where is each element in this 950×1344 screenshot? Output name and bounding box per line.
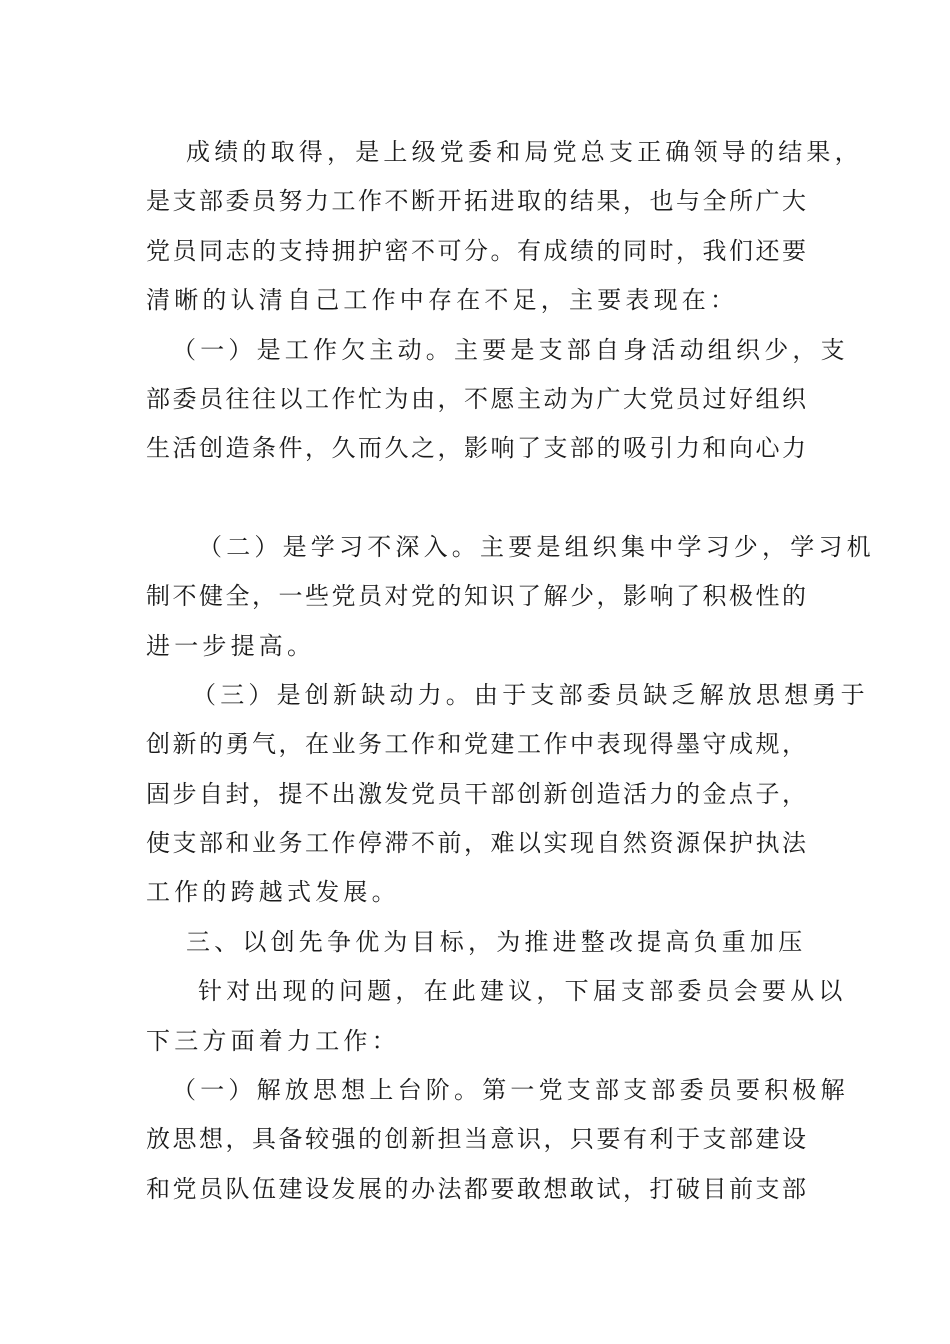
glyph: 勇 [225, 730, 250, 759]
glyph: 员 [437, 779, 462, 808]
glyph: 绩 [570, 236, 594, 265]
glyph: 了 [517, 582, 541, 611]
glyph: 提 [278, 779, 303, 808]
glyph: 党 [649, 384, 674, 413]
glyph: 利 [649, 1125, 674, 1154]
glyph: 难 [490, 829, 515, 858]
glyph: 员 [358, 582, 382, 611]
glyph: 也 [649, 187, 674, 216]
glyph: 组 [755, 384, 780, 413]
glyph: 法 [437, 1174, 462, 1203]
glyph: 拥 [331, 236, 356, 265]
glyph: 党 [172, 1174, 197, 1203]
glyph: 工 [384, 730, 409, 759]
glyph: 封 [225, 779, 250, 808]
glyph: 全 [225, 582, 250, 611]
glyph: 源 [676, 829, 700, 858]
glyph: 思 [172, 1125, 197, 1154]
paragraph-line [146, 1115, 806, 1164]
paragraph-line: 成绩的取得，是上级党委和局党总支正确领导的结果， [186, 138, 863, 166]
glyph: 果 [596, 187, 621, 216]
glyph: 动 [543, 384, 568, 413]
glyph: ， [252, 779, 276, 808]
glyph: 知 [464, 582, 488, 611]
glyph: 往 [225, 384, 250, 413]
glyph: 部 [570, 434, 594, 463]
glyph: 打 [649, 1174, 674, 1203]
glyph: ， [596, 582, 621, 611]
glyph: 广 [755, 187, 780, 216]
glyph: 同 [199, 236, 223, 265]
glyph: 久 [331, 434, 356, 463]
glyph: 强 [331, 1125, 356, 1154]
paragraph-line [146, 375, 806, 424]
glyph: 表 [596, 730, 621, 759]
glyph: 务 [278, 829, 303, 858]
glyph: 员 [676, 384, 700, 413]
glyph: 实 [543, 829, 568, 858]
paragraph-line: 工作的跨越式发展。 [146, 878, 400, 907]
paragraph-line [146, 720, 806, 769]
glyph: 过 [702, 384, 727, 413]
glyph: 气 [252, 730, 276, 759]
glyph: 不 [411, 236, 435, 265]
glyph: 备 [278, 1125, 303, 1154]
section-heading: 三、以创先争优为目标，为推进整改提高负重加压 [186, 927, 807, 956]
glyph: 影 [623, 582, 647, 611]
glyph: ， [676, 236, 700, 265]
paragraph-line [146, 227, 806, 276]
glyph: 的 [596, 434, 621, 463]
glyph: 创 [146, 730, 170, 759]
glyph: 往 [252, 384, 276, 413]
glyph: 作 [411, 730, 435, 759]
glyph: 结 [570, 187, 594, 216]
glyph: 了 [517, 434, 541, 463]
glyph: 些 [305, 582, 329, 611]
paragraph-line [146, 1165, 806, 1214]
glyph: 创 [570, 779, 594, 808]
glyph: 新 [411, 1125, 435, 1154]
glyph: 心 [755, 434, 780, 463]
glyph: 部 [782, 1174, 806, 1203]
glyph: 激 [358, 779, 382, 808]
glyph: 的 [358, 1125, 382, 1154]
glyph: 响 [490, 434, 515, 463]
glyph: 的 [437, 582, 462, 611]
glyph: 大 [623, 384, 647, 413]
glyph: 拓 [464, 187, 488, 216]
glyph: 识 [517, 1125, 541, 1154]
glyph: 由 [411, 384, 435, 413]
glyph: 创 [517, 779, 541, 808]
glyph: 的 [252, 236, 276, 265]
glyph: 持 [305, 236, 329, 265]
glyph: 力 [782, 434, 806, 463]
glyph: 引 [649, 434, 674, 463]
glyph: 识 [490, 582, 515, 611]
glyph: ， [252, 582, 276, 611]
glyph: 放 [146, 1125, 170, 1154]
glyph: 生 [146, 434, 170, 463]
glyph: 。 [490, 236, 515, 265]
glyph: 忙 [358, 384, 382, 413]
glyph: 想 [199, 1125, 223, 1154]
glyph: 护 [729, 829, 753, 858]
glyph: 点 [729, 779, 753, 808]
glyph: ， [623, 187, 647, 216]
glyph: 广 [596, 384, 621, 413]
glyph: 伍 [252, 1174, 276, 1203]
glyph: 作 [331, 829, 356, 858]
glyph: 担 [437, 1125, 462, 1154]
glyph: 当 [464, 1125, 488, 1154]
glyph: 中 [570, 730, 594, 759]
glyph: 一 [278, 582, 303, 611]
glyph: ， [437, 434, 462, 463]
glyph: 员 [199, 384, 223, 413]
glyph: 较 [305, 1125, 329, 1154]
glyph: 是 [146, 187, 170, 216]
glyph: 自 [199, 779, 223, 808]
glyph: 然 [623, 829, 647, 858]
glyph: 和 [437, 730, 462, 759]
glyph: 工 [331, 187, 356, 216]
glyph: 的 [596, 236, 621, 265]
glyph: 前 [729, 1174, 753, 1203]
glyph: 有 [623, 1125, 647, 1154]
glyph: 党 [464, 730, 488, 759]
glyph: 部 [199, 829, 223, 858]
glyph: 自 [596, 829, 621, 858]
glyph: ， [278, 730, 303, 759]
glyph: 部 [490, 779, 515, 808]
glyph: 破 [676, 1174, 700, 1203]
glyph: 成 [543, 236, 568, 265]
glyph: 为 [570, 384, 594, 413]
glyph: 成 [729, 730, 753, 759]
glyph: 进 [490, 187, 515, 216]
glyph: 出 [331, 779, 356, 808]
glyph: 使 [146, 829, 170, 858]
glyph: 的 [676, 779, 700, 808]
glyph: ， [464, 829, 488, 858]
glyph: 委 [172, 384, 197, 413]
glyph: 努 [278, 187, 303, 216]
glyph: 与 [676, 187, 700, 216]
glyph: 响 [649, 582, 674, 611]
paragraph-line: 针对出现的问题，在此建议，下届支部委员会要从以 [198, 977, 847, 1006]
glyph: 有 [517, 236, 541, 265]
glyph: 委 [225, 187, 250, 216]
glyph: 力 [649, 779, 674, 808]
glyph: 开 [437, 187, 462, 216]
glyph: 现 [623, 730, 647, 759]
glyph: 断 [411, 187, 435, 216]
paragraph-line [146, 770, 806, 819]
glyph: 健 [199, 582, 223, 611]
glyph: 前 [437, 829, 462, 858]
glyph: 和 [702, 434, 727, 463]
glyph: 具 [252, 1125, 276, 1154]
glyph: 以 [517, 829, 541, 858]
paragraph-line [146, 177, 806, 226]
glyph: 支 [543, 434, 568, 463]
paragraph-gap [146, 474, 806, 523]
glyph: 子 [755, 779, 780, 808]
glyph: 条 [252, 434, 276, 463]
glyph: 得 [649, 730, 674, 759]
glyph: 要 [596, 1125, 621, 1154]
glyph: 建 [755, 1125, 780, 1154]
glyph: 而 [358, 434, 382, 463]
glyph: 支 [755, 1174, 780, 1203]
glyph: 活 [172, 434, 197, 463]
glyph: 党 [411, 779, 435, 808]
glyph: 护 [358, 236, 382, 265]
glyph: 积 [702, 582, 727, 611]
glyph: 主 [517, 384, 541, 413]
glyph: 大 [782, 187, 806, 216]
glyph: 展 [358, 1174, 382, 1203]
glyph: 务 [358, 730, 382, 759]
glyph: 步 [172, 779, 197, 808]
glyph: 和 [225, 829, 250, 858]
glyph: 目 [702, 1174, 727, 1203]
glyph: 发 [331, 1174, 356, 1203]
glyph: 性 [755, 582, 780, 611]
glyph: 发 [384, 779, 409, 808]
paragraph-line [146, 424, 806, 473]
glyph: 党 [331, 582, 356, 611]
paragraph-line: （一）解放思想上台阶。第一党支部支部委员要积极解 [172, 1076, 849, 1105]
glyph: 所 [729, 187, 753, 216]
glyph: 新 [543, 779, 568, 808]
glyph: 资 [649, 829, 674, 858]
glyph: 吸 [623, 434, 647, 463]
glyph: 时 [649, 236, 674, 265]
glyph: 我 [702, 236, 727, 265]
glyph: 党 [411, 582, 435, 611]
glyph: 员 [252, 187, 276, 216]
glyph: 法 [782, 829, 806, 858]
glyph: 同 [623, 236, 647, 265]
glyph: 对 [384, 582, 409, 611]
paragraph-line: （一）是工作欠主动。主要是支部自身活动组织少，支 [172, 335, 849, 364]
glyph: 愿 [490, 384, 515, 413]
glyph: 敢 [570, 1174, 594, 1203]
glyph: 取 [517, 187, 541, 216]
glyph: 创 [199, 434, 223, 463]
glyph: 作 [331, 384, 356, 413]
glyph: 和 [146, 1174, 170, 1203]
glyph: 部 [146, 384, 170, 413]
glyph: 的 [199, 730, 223, 759]
glyph: 新 [172, 730, 197, 759]
glyph: 以 [278, 384, 303, 413]
glyph: 不 [411, 829, 435, 858]
glyph: ， [782, 779, 806, 808]
glyph: 墨 [676, 730, 700, 759]
glyph: 部 [199, 187, 223, 216]
glyph: 队 [225, 1174, 250, 1203]
paragraph-line: 下三方面着力工作： [146, 1026, 400, 1055]
glyph: 支 [172, 829, 197, 858]
glyph: 于 [676, 1125, 700, 1154]
glyph: 解 [543, 582, 568, 611]
paragraph-line: 清晰的认清自己工作中存在不足，主要表现在： [146, 286, 739, 315]
glyph: 停 [358, 829, 382, 858]
paragraph-line [146, 572, 806, 621]
paragraph-line: （三）是创新缺动力。由于支部委员缺乏解放思想勇于 [192, 680, 869, 709]
glyph: 织 [782, 384, 806, 413]
glyph: 了 [676, 582, 700, 611]
glyph: 作 [358, 187, 382, 216]
glyph: ， [543, 1125, 568, 1154]
glyph: ， [225, 1125, 250, 1154]
glyph: 金 [702, 779, 727, 808]
glyph: 工 [517, 730, 541, 759]
glyph: 创 [384, 1125, 409, 1154]
glyph: ， [782, 730, 806, 759]
paragraph-line [146, 819, 806, 868]
glyph: 作 [543, 730, 568, 759]
document-body [146, 128, 875, 1214]
glyph: 滞 [384, 829, 409, 858]
glyph: 的 [384, 1174, 409, 1203]
glyph: ， [623, 1174, 647, 1203]
glyph: 造 [596, 779, 621, 808]
glyph: 要 [782, 236, 806, 265]
glyph: 业 [252, 829, 276, 858]
glyph: 干 [464, 779, 488, 808]
glyph: 力 [305, 187, 329, 216]
glyph: 制 [146, 582, 170, 611]
glyph: 执 [755, 829, 780, 858]
glyph: 不 [464, 384, 488, 413]
glyph: 不 [305, 779, 329, 808]
glyph: 造 [225, 434, 250, 463]
glyph: 活 [623, 779, 647, 808]
glyph: 工 [305, 384, 329, 413]
glyph: 可 [437, 236, 462, 265]
glyph: 工 [305, 829, 329, 858]
glyph: 不 [172, 582, 197, 611]
glyph: 支 [702, 1125, 727, 1154]
paragraph-line: （二）是学习不深入。主要是组织集中学习少，学习机 [198, 532, 875, 561]
glyph: 志 [225, 236, 250, 265]
glyph: 影 [464, 434, 488, 463]
glyph: 支 [172, 187, 197, 216]
glyph: 固 [146, 779, 170, 808]
glyph: 建 [490, 730, 515, 759]
glyph: ， [305, 434, 329, 463]
glyph: 们 [729, 236, 753, 265]
glyph: 现 [570, 829, 594, 858]
glyph: 设 [782, 1125, 806, 1154]
glyph: 规 [755, 730, 780, 759]
glyph: 党 [146, 236, 170, 265]
glyph: 要 [490, 1174, 515, 1203]
glyph: 支 [278, 236, 303, 265]
glyph: 分 [464, 236, 488, 265]
glyph: 的 [782, 582, 806, 611]
glyph: 建 [278, 1174, 303, 1203]
glyph: 保 [702, 829, 727, 858]
glyph: 在 [305, 730, 329, 759]
glyph: 试 [596, 1174, 621, 1203]
glyph: 密 [384, 236, 409, 265]
glyph: 之 [411, 434, 435, 463]
glyph: 久 [384, 434, 409, 463]
glyph: 员 [199, 1174, 223, 1203]
glyph: 全 [702, 187, 727, 216]
glyph: 想 [543, 1174, 568, 1203]
glyph: 部 [729, 1125, 753, 1154]
glyph: 守 [702, 730, 727, 759]
glyph: 向 [729, 434, 753, 463]
glyph: 只 [570, 1125, 594, 1154]
glyph: 为 [384, 384, 409, 413]
glyph: 敢 [517, 1174, 541, 1203]
glyph: 的 [543, 187, 568, 216]
glyph: 好 [729, 384, 753, 413]
glyph: 还 [755, 236, 780, 265]
glyph: 极 [729, 582, 753, 611]
glyph: 都 [464, 1174, 488, 1203]
glyph: 意 [490, 1125, 515, 1154]
glyph: 办 [411, 1174, 435, 1203]
glyph: 力 [676, 434, 700, 463]
glyph: 业 [331, 730, 356, 759]
glyph: ， [437, 384, 462, 413]
glyph: 员 [172, 236, 197, 265]
glyph: 少 [570, 582, 594, 611]
glyph: 设 [305, 1174, 329, 1203]
glyph: 件 [278, 434, 303, 463]
glyph: 不 [384, 187, 409, 216]
paragraph-line: 进一步提高。 [146, 631, 316, 660]
